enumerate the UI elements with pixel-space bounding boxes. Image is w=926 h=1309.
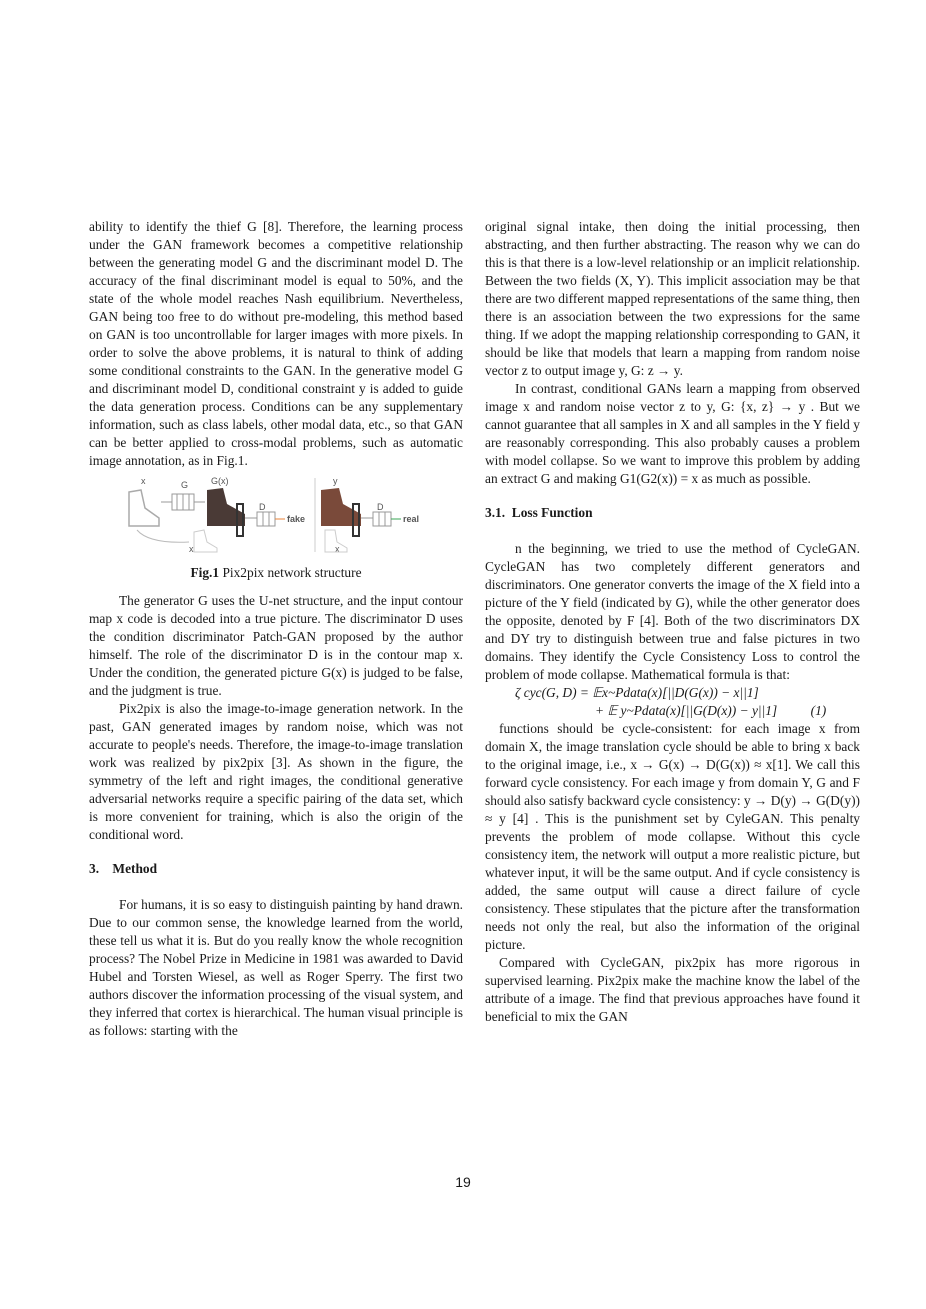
fig-label-x: x [141, 476, 146, 486]
caption-text: Pix2pix network structure [219, 565, 362, 580]
paragraph: For humans, it is so easy to distinguish painting by hand drawn. Due to our common sense, the knowledge learned from the world, these tell us what it is. But do you really know the whole recognition process? The Nobel Prize in Medicine in 1981 was awarded to David Hubel and Torsten Wiesel, as well as Roger Sperry. The first two authors discover the information processing of the visual system, and they inferred that cortex is hierarchical. The human visual principle is as follows: starting with the [89, 897, 463, 1038]
fig-label-x3: x [335, 544, 340, 554]
paragraph: Pix2pix is also the image-to-image generation network. In the past, GAN generated images by random noise, which was not accurate to people's needs. Therefore, the image-to-image translation work was realized by pix2pix [3]. As shown in the figure, the symmetry of the left and right images, the conditional generative adversarial networks require a specific pairing of the data set, which is more convenient for training, which is also the origin of the conditional word. [89, 701, 463, 842]
paragraph: original signal intake, then doing the initial processing, then abstracting, and then further abstracting. The reason why we can do this is that there is a low-level relationship or an implicit relationship. Between the two fields (X, Y). This implicit association may be that there are two different mapped representations of the same thing, then there is an association between the two expressions for the same thing. If we adopt the mapping relationship corresponding to GAN, it should be like that models that learn a mapping from random noise vector z to output image y, G: z → y. [485, 219, 860, 378]
generated-boot [207, 488, 245, 526]
figure-diagram [89, 474, 463, 554]
section-heading: 3. Method [89, 861, 158, 876]
sketch-boot-bottom [194, 530, 217, 552]
discriminator-block-1 [257, 512, 275, 526]
pix2pix-figure [89, 474, 463, 554]
equation-line-1: ζ cyc(G, D) = 𝔼x~Pdata(x)[||D(G(x)) − x||1] [515, 685, 759, 700]
fig-label-gx: G(x) [211, 476, 229, 486]
equation-line-2: + 𝔼 y~Pdata(x)[||G(D(x)) − y||1] (1) [595, 703, 827, 718]
fig-label-x2: x [189, 544, 194, 554]
sketch-boot-left [129, 490, 159, 526]
paragraph: n the beginning, we tried to use the method of CycleGAN. CycleGAN has two completely different generators and discriminators. One generator converts the image of the X field into a picture of the Y field (indicated by G), while the other generator does the opposite, denoted by F [4]. Both of the two discriminators DX and DY try to distinguish between true and false pictures in two domains. They identify the Cycle Consistency Loss to control the problem of mode collapse. Mathematical formula is that: [485, 541, 860, 682]
subsection-heading: 3.1. Loss Function [485, 505, 593, 520]
figure-caption [89, 564, 463, 582]
discriminator-block-2 [373, 512, 391, 526]
caption-label: Fig.1 [190, 565, 220, 580]
fig-label-real: real [403, 514, 420, 524]
right-column [485, 218, 860, 1026]
fig-label-d1: D [259, 502, 266, 512]
paragraph: ability to identify the thief G [8]. Therefore, the learning process under the GAN framework becomes a competitive relationship between the generating model G and the discriminant model D. The accuracy of the final discriminant model is equal to 50%, and the state of the whole model reaches Nash equilibrium. Nevertheless, GAN being too free to do without pre-modeling, this method based on GAN is too uncontrollable for larger images with more pixels. In order to solve the above problems, it is natural to think of adding some conditional constraints to the GAN. In the generative model G and discriminant model D, conditional constraint y is added to guide the data generation process. Conditions can be any supplementary information, such as class labels, other modal data, etc., so that GAN can be better applied to cross-modal problems, such as automatic image annotation, as in Fig.1. [89, 219, 463, 468]
fig-label-y: y [333, 476, 338, 486]
paragraph: In contrast, conditional GANs learn a mapping from observed image x and random noise vector z to y, G: {x, z} → y . But we cannot guarantee that all samples in X and all samples in the Y field y are reasonably corresponding. This also probably causes a problem with model collapse. So we want to improve this problem by adding an extract G and making G1(G2(x)) = x as much as possible. [485, 381, 860, 486]
left-column [89, 218, 463, 1040]
paragraph: Compared with CycleGAN, pix2pix has more rigorous in supervised learning. Pix2pix make the machine know the label of the attribute of a image. The find that previous approaches have found it beneficial to mix the GAN [485, 955, 860, 1024]
fig-label-g: G [181, 480, 189, 490]
fig-label-d2: D [377, 502, 384, 512]
page-number: 19 [455, 1174, 471, 1190]
curve-arrow [137, 530, 189, 542]
paragraph: The generator G uses the U-net structure, and the input contour map x code is decoded into a true picture. The discriminator D uses the condition discriminator Patch-GAN proposed by the author himself. The role of the discriminator D is in the contour map x. Under the condition, the generated picture G(x) is judged to be false, and the judgment is true. [89, 593, 463, 698]
real-boot [321, 488, 361, 526]
fig-label-fake: fake [287, 514, 306, 524]
paragraph: functions should be cycle-consistent: for each image x from domain X, the image translation cycle should be able to bring x back to the original image, i.e., x → G(x) → D(G(x)) ≈ x[1]. We call this forward cycle consistency. For each image y from domain Y, G and F should also satisfy backward cycle consistency: y → D(y) → G(D(y)) ≈ y [4] . This is the punishment set by CyleGAN. This penalty prevents the problem of mode collapse. Without this cycle consistency item, the network will output a more realistic picture, but whatever input, it will be the same output. And if cycle consistency is added, the same output will cause a direct failure of cycle consistency. These stipulates that the picture after the transformation needs not only the real, but also the information of the original picture. [485, 721, 860, 952]
